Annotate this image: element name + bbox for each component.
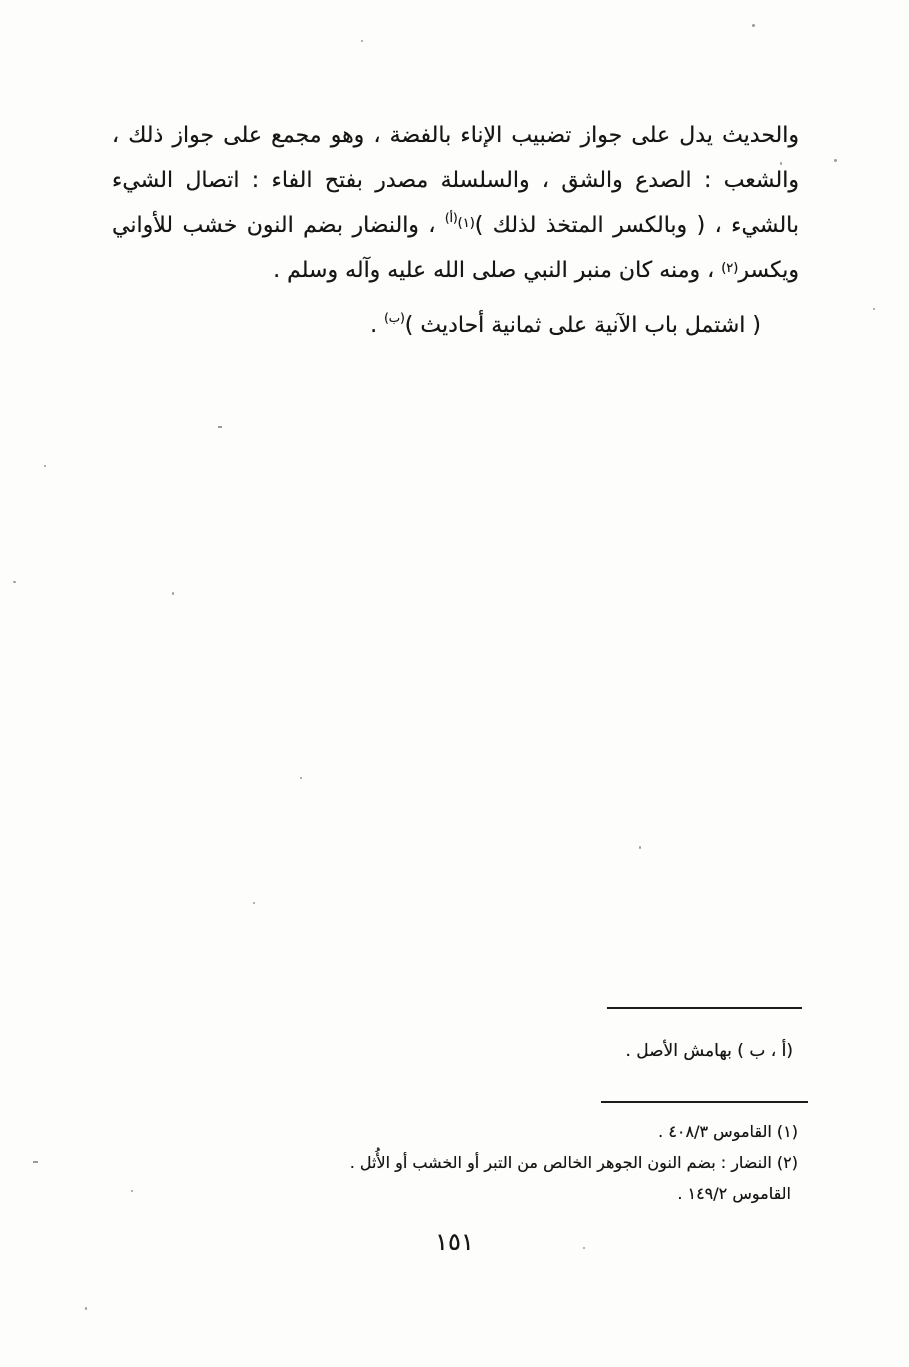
- footnote-2: (٢) النضار : بضم النون الجوهر الخالص من التبر أو الخشب أو الأُثل .: [349, 1153, 798, 1172]
- scan-speck: [873, 308, 875, 310]
- closing-statement-line: [112, 303, 799, 348]
- scan-speck: [44, 465, 46, 467]
- scan-speck: [834, 159, 837, 162]
- paragraph-line-1: والحديث يدل على جواز تضبيب الإناء بالفضة ، وهو مجمع على جواز ذلك ،: [112, 123, 799, 148]
- scan-speck: [85, 1307, 87, 1310]
- footnotes-block: [238, 1116, 798, 1209]
- paragraph-line-4: [112, 248, 799, 293]
- scan-speck: [33, 1161, 38, 1163]
- scan-speck: [583, 1247, 585, 1249]
- apparatus-note: (أ ، ب ) بهامش الأصل .: [625, 1041, 793, 1061]
- scan-speck: [253, 902, 255, 904]
- footnote-separator-line: [601, 1101, 808, 1103]
- apparatus-separator-line: [607, 1007, 802, 1009]
- main-text-block: [112, 113, 799, 348]
- line-text: .: [370, 313, 385, 338]
- paragraph-line-2: والشعب : الصدع والشق ، والسلسلة مصدر بفتح الفاء : اتصال الشيء: [112, 168, 799, 193]
- scan-speck: [361, 40, 363, 42]
- page-number: ١٥١: [435, 1228, 474, 1256]
- line-text: ( اشتمل باب الآنية على ثمانية أحاديث ): [404, 313, 761, 338]
- footnote-1: (١) القاموس ٤٠٨/٣ .: [658, 1122, 798, 1141]
- scan-speck: [300, 777, 302, 779]
- scan-speck: [172, 592, 174, 595]
- line-text: ويكسر: [738, 258, 799, 283]
- scan-speck: [13, 581, 16, 583]
- apparatus-ref-b: (ب): [384, 311, 405, 325]
- footnote-ref-2: (٢): [721, 261, 739, 276]
- line-text: ، ومنه كان منبر النبي صلى الله عليه وآله وسلم .: [273, 258, 722, 283]
- apparatus-ref-a: (أ): [444, 211, 458, 225]
- scan-speck: [752, 24, 755, 27]
- footnote-ref-1: (١): [457, 216, 475, 231]
- footnote-2-continuation: القاموس ١٤٩/٢ .: [677, 1184, 791, 1203]
- scan-speck: [218, 426, 222, 428]
- scan-speck: [780, 162, 782, 165]
- line-text: ، والنضار بضم النون خشب للأواني: [112, 213, 445, 238]
- paragraph-line-3: [112, 203, 799, 248]
- scan-speck: [639, 846, 641, 849]
- scan-speck: [131, 1190, 133, 1192]
- line-text: بالشيء ، ( وبالكسر المتخذ لذلك ): [474, 213, 800, 238]
